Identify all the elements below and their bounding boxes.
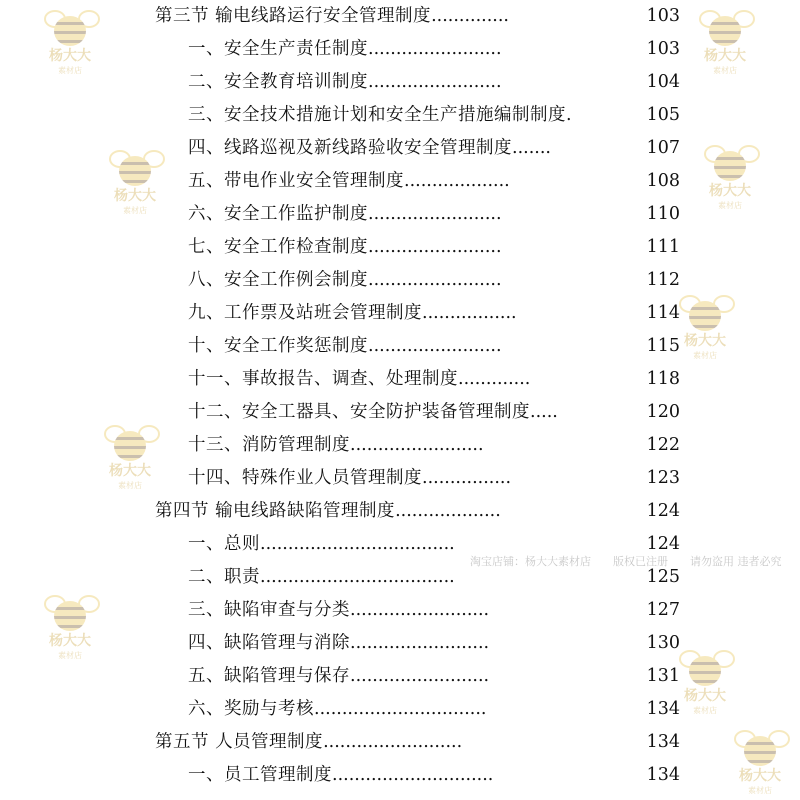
toc-title: 第五节 人员管理制度 bbox=[155, 732, 324, 752]
toc-section-row bbox=[155, 0, 509, 33]
toc-page-number: 125 bbox=[646, 567, 680, 587]
toc-leader-dots: ................... bbox=[404, 171, 510, 191]
toc-title: 五、缺陷管理与保存 bbox=[188, 666, 350, 686]
watermark-text: 淘宝店铺：杨大大素材店 bbox=[470, 555, 591, 568]
toc-entry-row bbox=[188, 66, 502, 99]
toc-leader-dots: ................................... bbox=[260, 534, 455, 554]
bee-icon bbox=[119, 156, 151, 186]
bee-watermark-logo bbox=[40, 10, 100, 80]
toc-title: 四、线路巡视及新线路验收安全管理制度 bbox=[188, 138, 512, 158]
toc-page-number: 131 bbox=[646, 666, 680, 686]
toc-title: 十四、特殊作业人员管理制度 bbox=[188, 468, 422, 488]
toc-page-number: 124 bbox=[646, 534, 680, 554]
toc-page-number: 118 bbox=[646, 369, 680, 389]
toc-leader-dots: ................... bbox=[395, 501, 501, 521]
watermark-text: 版权已注册 bbox=[613, 555, 668, 568]
toc-page-number: 108 bbox=[646, 171, 680, 191]
toc-leader-dots: ......................... bbox=[350, 633, 490, 653]
watermark-text-strip bbox=[470, 553, 800, 575]
toc-page-number: 107 bbox=[646, 138, 680, 158]
toc-title: 三、安全技术措施计划和安全生产措施编制制度 bbox=[188, 105, 566, 125]
bee-icon bbox=[689, 301, 721, 331]
toc-leader-dots: ..... bbox=[530, 402, 558, 422]
toc-page-number: 123 bbox=[646, 468, 680, 488]
toc-page-number: 103 bbox=[646, 39, 680, 59]
watermark-brand-sub: 素材店 bbox=[118, 481, 142, 490]
toc-entry-row bbox=[188, 429, 484, 462]
toc-leader-dots: ......................... bbox=[350, 600, 490, 620]
toc-entry-row bbox=[188, 528, 455, 561]
watermark-brand-sub: 素材店 bbox=[748, 786, 772, 795]
toc-section-row bbox=[155, 726, 462, 759]
toc-page-number: 103 bbox=[646, 6, 680, 26]
toc-entry-row bbox=[188, 264, 502, 297]
toc-title: 十一、事故报告、调查、处理制度 bbox=[188, 369, 458, 389]
toc-section-row bbox=[155, 495, 501, 528]
watermark-brand: 杨大大 bbox=[684, 688, 726, 704]
bee-icon bbox=[114, 431, 146, 461]
toc-title: 六、奖励与考核 bbox=[188, 699, 314, 719]
toc-page-number: 120 bbox=[646, 402, 680, 422]
bee-icon bbox=[54, 16, 86, 46]
toc-page-number: 134 bbox=[646, 765, 680, 785]
watermark-brand: 杨大大 bbox=[704, 48, 746, 64]
toc-entry-row bbox=[188, 693, 486, 726]
toc-entry-row bbox=[188, 330, 502, 363]
toc-title: 十二、安全工器具、安全防护装备管理制度 bbox=[188, 402, 530, 422]
watermark-brand: 杨大大 bbox=[739, 768, 781, 784]
toc-leader-dots: ....... bbox=[512, 138, 551, 158]
toc-title: 一、员工管理制度 bbox=[188, 765, 332, 785]
bee-watermark-logo bbox=[675, 295, 735, 365]
toc-page-number: 130 bbox=[646, 633, 680, 653]
toc-title: 一、总则 bbox=[188, 534, 260, 554]
toc-title: 四、缺陷管理与消除 bbox=[188, 633, 350, 653]
watermark-brand: 杨大大 bbox=[49, 633, 91, 649]
toc-page-number: 111 bbox=[646, 237, 680, 257]
toc-leader-dots: ............. bbox=[458, 369, 531, 389]
toc-leader-dots: ........................ bbox=[368, 270, 502, 290]
toc-entry-row bbox=[188, 759, 493, 792]
toc-title: 十、安全工作奖惩制度 bbox=[188, 336, 368, 356]
watermark-brand: 杨大大 bbox=[49, 48, 91, 64]
toc-entry-row bbox=[188, 99, 572, 132]
toc-entry-row bbox=[188, 396, 558, 429]
watermark-brand-sub: 素材店 bbox=[123, 206, 147, 215]
toc-entry-row bbox=[188, 660, 489, 693]
toc-entry-row bbox=[188, 594, 489, 627]
toc-title: 二、安全教育培训制度 bbox=[188, 72, 368, 92]
toc-page-number: 105 bbox=[646, 105, 680, 125]
watermark-text: 请勿盗用 违者必究 bbox=[690, 555, 782, 568]
toc-title: 八、安全工作例会制度 bbox=[188, 270, 368, 290]
toc-page-number: 127 bbox=[646, 600, 680, 620]
toc-entry-row bbox=[188, 165, 510, 198]
toc-page-number: 115 bbox=[646, 336, 680, 356]
toc-leader-dots: .............. bbox=[431, 6, 509, 26]
toc-entry-row bbox=[188, 198, 502, 231]
toc-title: 三、缺陷审查与分类 bbox=[188, 600, 350, 620]
toc-leader-dots: ........................ bbox=[368, 204, 502, 224]
bee-watermark-logo bbox=[105, 150, 165, 220]
watermark-brand-sub: 素材店 bbox=[58, 651, 82, 660]
toc-page-number: 122 bbox=[646, 435, 680, 455]
toc-page-number: 112 bbox=[646, 270, 680, 290]
toc-title: 二、职责 bbox=[188, 567, 260, 587]
toc-page-number: 104 bbox=[646, 72, 680, 92]
toc-entry-row bbox=[188, 627, 489, 660]
toc-entry-row bbox=[188, 297, 517, 330]
toc-entry-row bbox=[188, 132, 551, 165]
watermark-brand-sub: 素材店 bbox=[693, 706, 717, 715]
toc-title: 第四节 输电线路缺陷管理制度 bbox=[155, 501, 396, 521]
toc-leader-dots: ......................... bbox=[323, 732, 463, 752]
bee-watermark-logo bbox=[730, 730, 790, 800]
toc-page-number: 114 bbox=[646, 303, 680, 323]
toc-leader-dots: ........................ bbox=[368, 336, 502, 356]
watermark-brand: 杨大大 bbox=[114, 188, 156, 204]
toc-leader-dots: ........................ bbox=[350, 435, 484, 455]
toc-title: 五、带电作业安全管理制度 bbox=[188, 171, 404, 191]
watermark-brand-sub: 素材店 bbox=[713, 66, 737, 75]
toc-leader-dots: ................. bbox=[422, 303, 517, 323]
toc-leader-dots: ................................... bbox=[260, 567, 455, 587]
toc-leader-dots: ......................... bbox=[350, 666, 490, 686]
toc-leader-dots: ............................. bbox=[332, 765, 494, 785]
bee-watermark-logo bbox=[695, 10, 755, 80]
toc-title: 十三、消防管理制度 bbox=[188, 435, 350, 455]
toc-page-number: 110 bbox=[646, 204, 680, 224]
bee-icon bbox=[709, 16, 741, 46]
toc-page-number: 124 bbox=[646, 501, 680, 521]
bee-watermark-logo bbox=[700, 145, 760, 215]
toc-entry-row bbox=[188, 363, 530, 396]
bee-watermark-logo bbox=[675, 650, 735, 720]
toc-page-number: 134 bbox=[646, 699, 680, 719]
toc-entry-row bbox=[188, 561, 455, 594]
bee-watermark-logo bbox=[100, 425, 160, 495]
watermark-brand: 杨大大 bbox=[684, 333, 726, 349]
toc-page-number: 134 bbox=[646, 732, 680, 752]
bee-icon bbox=[744, 736, 776, 766]
bee-icon bbox=[689, 656, 721, 686]
watermark-brand-sub: 素材店 bbox=[58, 66, 82, 75]
toc-leader-dots: ........................ bbox=[368, 237, 502, 257]
toc-title: 第三节 输电线路运行安全管理制度 bbox=[155, 6, 432, 26]
toc-leader-dots: . bbox=[566, 105, 572, 125]
watermark-brand-sub: 素材店 bbox=[718, 201, 742, 210]
toc-entry-row bbox=[188, 33, 502, 66]
toc-title: 九、工作票及站班会管理制度 bbox=[188, 303, 422, 323]
toc-leader-dots: ................ bbox=[422, 468, 512, 488]
toc-title: 七、安全工作检查制度 bbox=[188, 237, 368, 257]
watermark-brand-sub: 素材店 bbox=[693, 351, 717, 360]
toc-leader-dots: ........................ bbox=[368, 72, 502, 92]
bee-watermark-logo bbox=[40, 595, 100, 665]
toc-title: 六、安全工作监护制度 bbox=[188, 204, 368, 224]
toc-entry-row bbox=[188, 231, 502, 264]
toc-leader-dots: ............................... bbox=[314, 699, 487, 719]
bee-icon bbox=[54, 601, 86, 631]
watermark-brand: 杨大大 bbox=[109, 463, 151, 479]
watermark-brand: 杨大大 bbox=[709, 183, 751, 199]
toc-leader-dots: ........................ bbox=[368, 39, 502, 59]
toc-title: 一、安全生产责任制度 bbox=[188, 39, 368, 59]
toc-entry-row bbox=[188, 462, 511, 495]
bee-icon bbox=[714, 151, 746, 181]
